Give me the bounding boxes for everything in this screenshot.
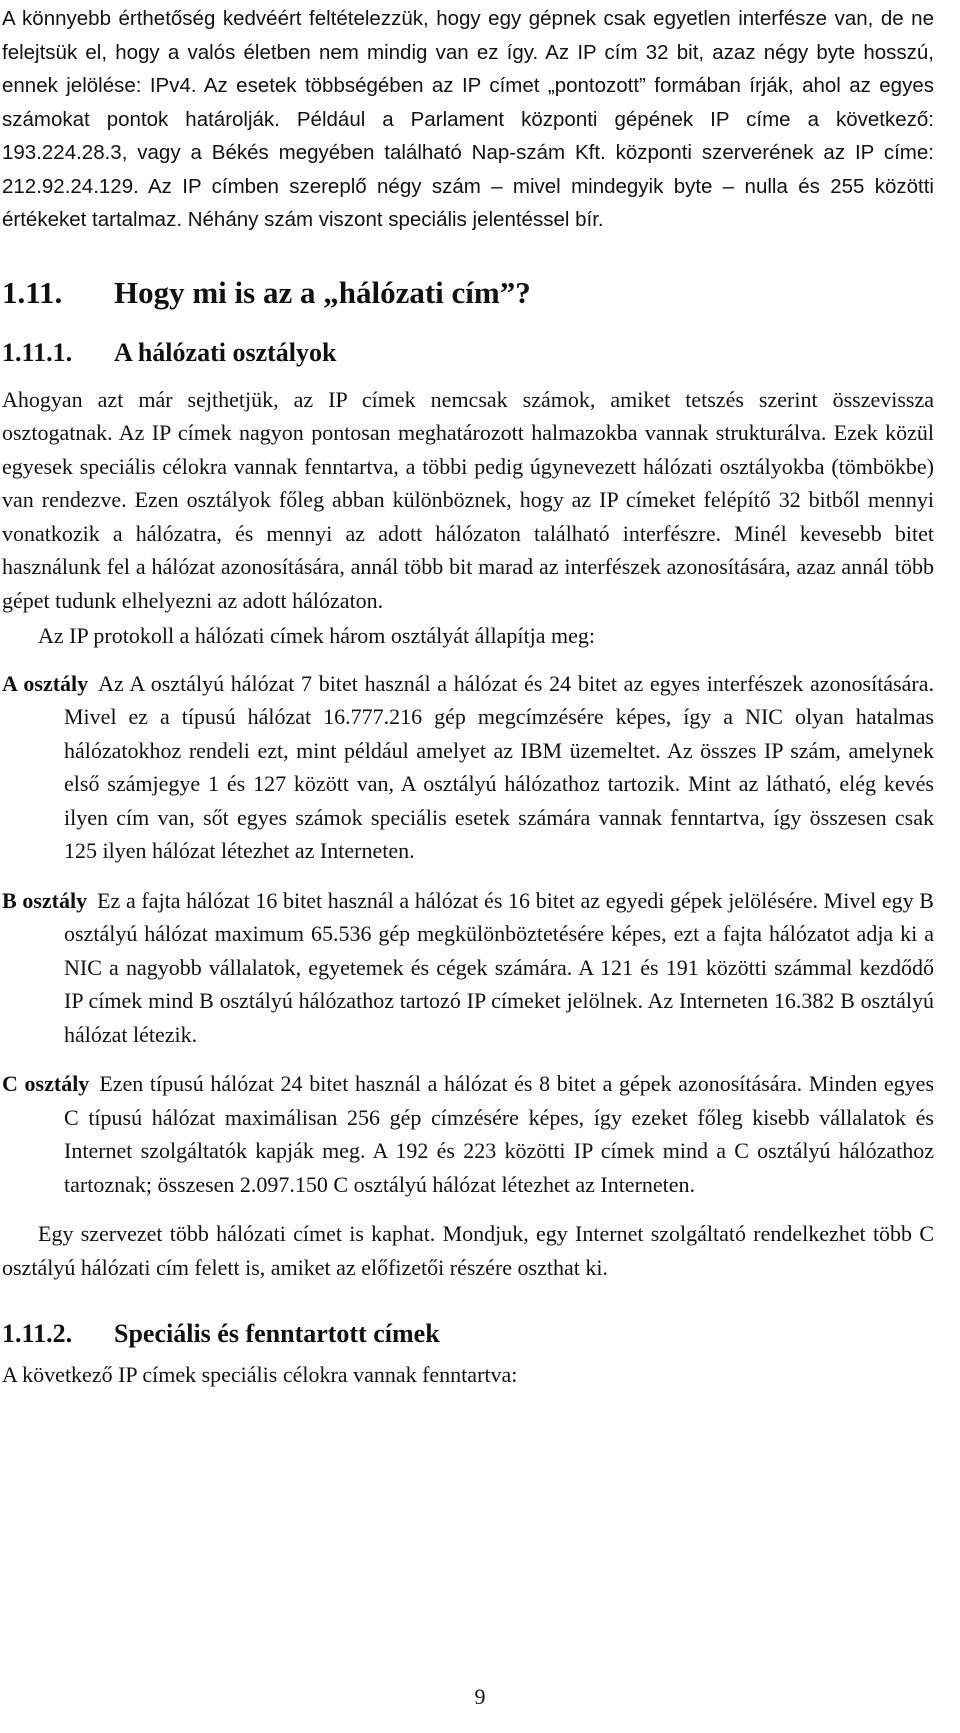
body-paragraph: A következő IP címek speciális célokra vannak fenntartva: xyxy=(2,1362,518,1387)
definition-term: A osztály xyxy=(2,670,89,696)
intro-paragraph: A könnyebb érthetőség kedvéért feltételezzük, hogy egy gépnek csak egyetlen interfésze van, de ne felejtsük el, hogy a valós életben nem mindig van ez így. Az IP cím 32 bit, azaz négy byte hosszú, ennek jelölése: IPv4. Az esetek többségében az IP címet „pontozott” formában írják, ahol az egyes számokat pontok határolják. Például a Parlament központi gépének IP címe a következő: 193.224.28.3, vagy a Békés megyében található Nap-szám Kft. központi szerverének az IP címe: 212.92.24.129. Az IP címben szereplő négy szám – mivel mindegyik byte – nulla és 255 közötti értékeket tartalmaz. Néhány szám viszont speciális jelentéssel bír. xyxy=(2,7,934,231)
class-c-definition xyxy=(2,1067,934,1201)
definition-text: Ez a fajta hálózat 16 bitet használ a hálózat és 16 bitet az egyedi gépek jelölésére. Mivel egy B osztályú hálózat maximum 65.536 gép megkülönböztetésére képes, ezt a fajta hálózatot adja ki a NIC a nagyobb vállalatok, egyetemek és cégek számára. A 121 és 191 közötti számmal kezdődő IP címek mind B osztályú hálózathoz tartozó IP címeket jelölnek. Az Interneten 16.382 B osztályú hálózat létezik. xyxy=(64,887,934,1047)
body-paragraph: Egy szervezet több hálózati címet is kaphat. Mondjuk, egy Internet szolgáltató rendelkezhet több C osztályú hálózati cím felett is, amiket az előfizetői részére oszthat ki. xyxy=(2,1221,934,1280)
body-paragraph: Ahogyan azt már sejthetjük, az IP címek nemcsak számok, amiket tetszés szerint összevissza osztogatnak. Az IP címek nagyon pontosan meghatározott halmazokba vannak strukturálva. Ezek közül egyesek speciális célokra vannak fenntartva, a többi pedig úgynevezett hálózati osztályokba (tömbökbe) van rendezve. Ezen osztályok főleg abban különböznek, hogy az IP címeket felépítő 32 bitből mennyi vonatkozik a hálózatra, és mennyi az adott hálózaton található interfészre. Minél kevesebb bitet használunk fel a hálózat azonosítására, annál több bit marad az interfészek azonosítására, azaz annál több gépet tudunk elhelyezni az adott hálózaton. xyxy=(2,386,934,613)
page-number: 9 xyxy=(474,1684,486,1709)
subsection-number: 1.11.2. xyxy=(2,1319,73,1348)
class-definition-list xyxy=(2,667,934,1202)
classes-intro-paragraph: Az IP protokoll a hálózati címek három osztályát állapítja meg: xyxy=(38,623,595,648)
definition-text: Ezen típusú hálózat 24 bitet használ a hálózat és 8 bitet a gépek azonosítására. Minden egyes C típusú hálózat maximálisan 256 gép címzésére képes, így ezeket főleg kisebb vállalatok és Internet szolgáltatók kapják meg. A 192 és 223 közötti IP címek mind a C osztályú hálózathoz tartoznak; összesen 2.097.150 C osztályú hálózat létezhet az Interneten. xyxy=(64,1071,934,1197)
class-a-definition xyxy=(2,667,934,868)
subsection-title: Speciális és fenntartott címek xyxy=(114,1319,440,1348)
section-number: 1.11. xyxy=(2,274,63,310)
definition-text: Az A osztályú hálózat 7 bitet használ a hálózat és 24 bitet az egyes interfészek azonosítására. Mivel ez a típusú hálózat 16.777.216 gép megcímzésére képes, így a NIC olyan hatalmas hálózatokhoz rendeli ezt, mint például amelyet az IBM üzemeltet. Az összes IP szám, amelynek első számjegye 1 és 127 között van, A osztályú hálózathoz tartozik. Mint az látható, elég kevés ilyen cím van, sőt egyes számok speciális esetek számára vannak fenntartva, így összesen csak 125 ilyen hálózat létezhet az Interneten. xyxy=(64,670,934,863)
subsection-heading-special-addresses xyxy=(2,1318,934,1350)
definition-term: C osztály xyxy=(2,1071,90,1096)
class-b-definition xyxy=(2,884,934,1052)
definition-term: B osztály xyxy=(2,887,88,913)
subsection-heading-network-classes xyxy=(2,337,934,369)
subsection-title: A hálózati osztályok xyxy=(114,337,337,367)
section-title: Hogy mi is az a „hálózati cím”? xyxy=(114,274,531,310)
subsection-number: 1.11.1. xyxy=(2,337,73,367)
section-heading xyxy=(2,275,934,311)
